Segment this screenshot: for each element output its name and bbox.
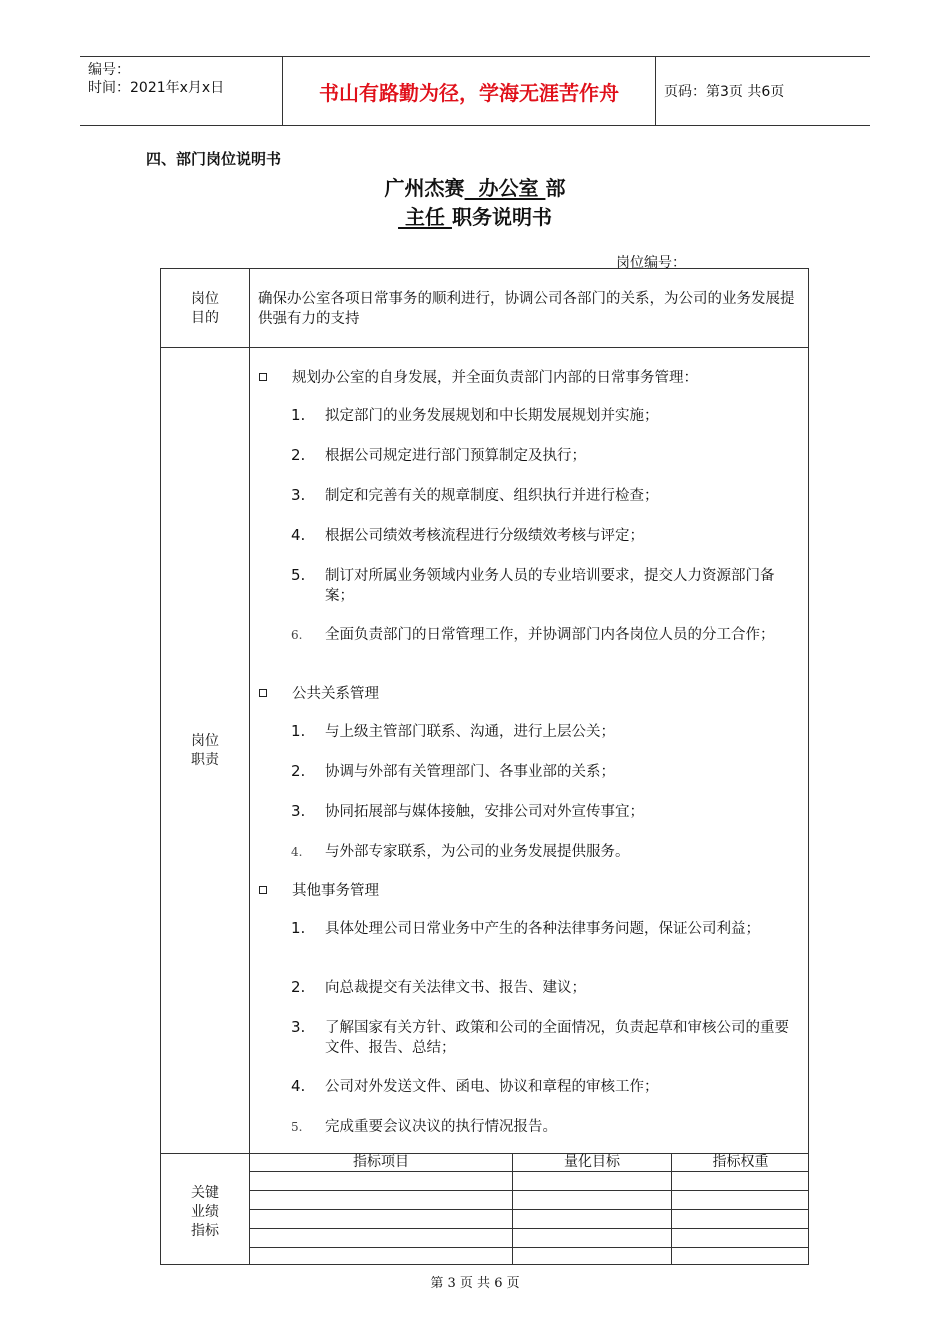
- company-name: 广州杰赛: [384, 176, 465, 200]
- checkbox-bullet-icon: [259, 373, 267, 381]
- kpi-header-weight: 指标权重: [712, 1154, 769, 1170]
- checkbox-bullet-icon: [259, 689, 267, 697]
- page-info: 页码：第3页 共6页: [664, 84, 785, 100]
- list-item: 了解国家有关方针、政策和公司的全面情况，负责起草和审核公司的重要文件、报告、总结；: [325, 1020, 789, 1056]
- kpi-header-target: 量化目标: [564, 1154, 620, 1170]
- kpi-header-item: 指标项目: [353, 1154, 409, 1170]
- list-item-number: 5.: [291, 1120, 303, 1134]
- duty-category-title: 规划办公室的自身发展，并全面负责部门内部的日常事务管理：: [292, 370, 698, 386]
- list-item: 根据公司规定进行部门预算制定及执行；: [325, 448, 586, 464]
- purpose-text: 确保办公室各项日常事务的顺利进行，协调公司各部门的关系，为公司的业务发展提供强有力的支持: [258, 291, 795, 327]
- list-item: 制订对所属业务领域内业务人员的专业培训要求，提交人力资源部门备案；: [325, 568, 775, 604]
- kpi-row-divider: [250, 1171, 809, 1172]
- list-item-number: 4.: [291, 845, 303, 859]
- department-name: 办公室: [464, 176, 546, 200]
- section-heading: 四、部门岗位说明书: [146, 150, 282, 168]
- kpi-row-divider: [250, 1247, 809, 1248]
- list-item-number: 4.: [291, 526, 306, 544]
- list-item: 完成重要会议决议的执行情况报告。: [325, 1119, 557, 1135]
- list-item: 制定和完善有关的规章制度、组织执行并进行检查；: [325, 488, 659, 504]
- list-item: 全面负责部门的日常管理工作，并协调部门内各岗位人员的分工合作；: [325, 627, 775, 643]
- motto: 书山有路勤为径，学海无涯苦作舟: [282, 57, 656, 125]
- list-item-number: 2.: [291, 446, 306, 464]
- list-item-number: 3.: [291, 1018, 306, 1036]
- list-item-number: 1.: [291, 406, 306, 424]
- document-subtitle: [0, 201, 950, 230]
- list-item-number: 4.: [291, 1077, 306, 1095]
- list-item: 协调与外部有关管理部门、各事业部的关系；: [325, 764, 615, 780]
- purpose-label: 岗位 目的: [191, 291, 219, 326]
- department-suffix: 部: [545, 176, 566, 200]
- list-item: 向总裁提交有关法律文书、报告、建议；: [325, 980, 586, 996]
- list-item-number: 2.: [291, 978, 306, 996]
- document-title: [0, 172, 950, 201]
- list-item: 与外部专家联系，为公司的业务发展提供服务。: [325, 844, 630, 860]
- list-item: 拟定部门的业务发展规划和中长期发展规划并实施；: [325, 408, 659, 424]
- list-item-number: 3.: [291, 486, 306, 504]
- kpi-row-divider: [250, 1228, 809, 1229]
- position-number-label: 岗位编号：: [616, 255, 686, 271]
- list-item-number: 1.: [291, 722, 306, 740]
- kpi-row-divider: [250, 1190, 809, 1191]
- number-label: 编号：: [88, 62, 130, 78]
- list-item-number: 6.: [291, 628, 303, 642]
- time-label: 时间：2021年x月x日: [88, 80, 225, 96]
- kpi-label: 关键 业绩 指标: [191, 1185, 219, 1239]
- list-item: 协同拓展部与媒体接触，安排公司对外宣传事宜；: [325, 804, 644, 820]
- duty-category-title: 其他事务管理: [292, 883, 379, 899]
- list-item-number: 3.: [291, 802, 306, 820]
- kpi-table: [250, 1153, 809, 1265]
- subtitle-suffix: 职务说明书: [451, 205, 552, 229]
- document-header: [80, 56, 870, 126]
- list-item: 根据公司绩效考核流程进行分级绩效考核与评定；: [325, 528, 644, 544]
- role-name: 主任: [398, 205, 452, 229]
- list-item-number: 2.: [291, 762, 306, 780]
- header-meta: [80, 57, 282, 125]
- list-item-number: 5.: [291, 566, 306, 584]
- row-divider: [161, 347, 808, 348]
- kpi-row-divider: [250, 1209, 809, 1210]
- job-description-table: [160, 268, 809, 1265]
- duties-label: 岗位 职责: [191, 733, 219, 768]
- checkbox-bullet-icon: [259, 886, 267, 894]
- duty-category-title: 公共关系管理: [292, 686, 379, 702]
- list-item: 具体处理公司日常业务中产生的各种法律事务问题，保证公司利益；: [325, 921, 760, 937]
- list-item: 与上级主管部门联系、沟通，进行上层公关；: [325, 724, 615, 740]
- column-divider: [249, 269, 250, 1264]
- page-footer: 第 3 页 共 6 页: [430, 1276, 520, 1291]
- list-item-number: 1.: [291, 919, 306, 937]
- list-item: 公司对外发送文件、函电、协议和章程的审核工作；: [325, 1079, 659, 1095]
